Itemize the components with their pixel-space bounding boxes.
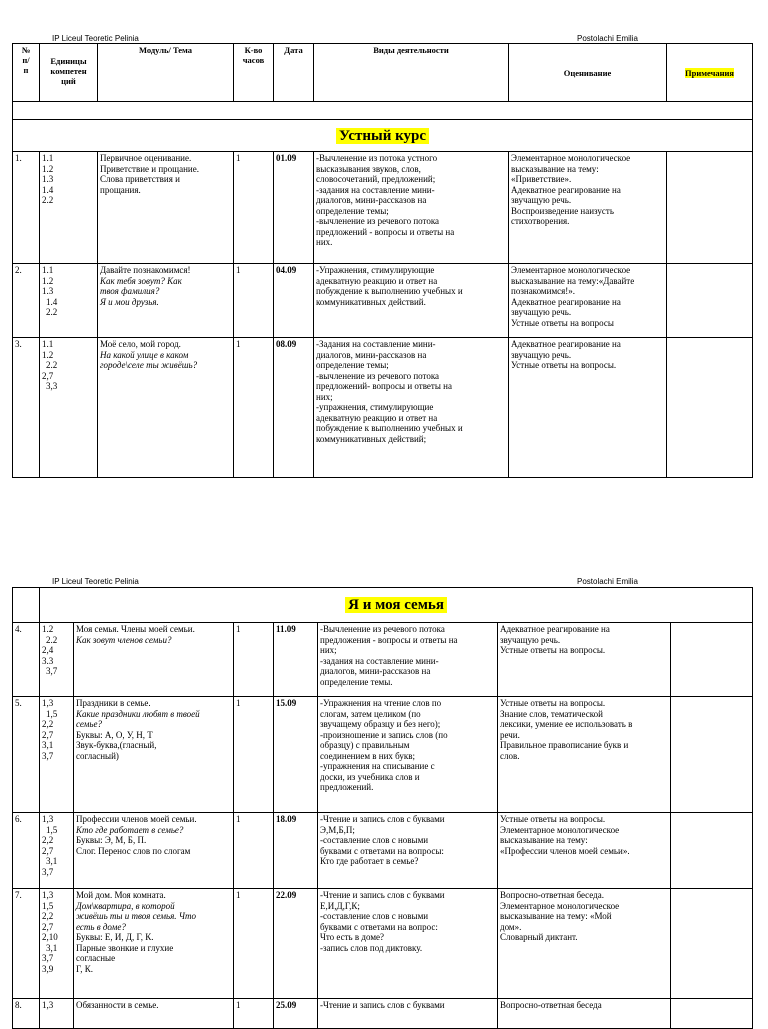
row-hours: 1 (234, 813, 274, 889)
row-hours: 1 (234, 338, 274, 478)
row-activities: -Упражнения, стимулирующие адекватную реакцию и ответ на побуждение к выполнению учебных и коммуникативных действий. (314, 264, 509, 338)
row-notes (671, 697, 753, 813)
row-num: 1. (13, 152, 40, 264)
row-date: 18.09 (274, 813, 318, 889)
row-hours: 1 (234, 697, 274, 813)
row-assessment: Устные ответы на вопросы. Элементарное монологическое высказывание на тему: «Профессии членов моей семьи». (498, 813, 671, 889)
row-topic: Первичное оценивание. Приветствие и прощание. Слова приветствия и прощания. (98, 152, 234, 264)
col-hours: К-во часов (234, 44, 274, 102)
section-title-row (40, 588, 753, 623)
page2-header-right: Postolachi Emilia (577, 577, 638, 586)
table-row (13, 623, 753, 697)
page2-header-left: IP Liceul Teoretic Pelinia (52, 577, 139, 586)
col-assessment: Оценивание (509, 44, 667, 102)
row-notes (671, 623, 753, 697)
col-units: Единицы компетен ций (40, 44, 98, 102)
row-assessment: Адекватное реагирование на звучащую речь. Устные ответы на вопросы. (509, 338, 667, 478)
spacer-row (13, 102, 753, 120)
section-title: Устный курс (336, 128, 429, 144)
col-notes: Примечания (667, 44, 753, 102)
row-topic: Праздники в семье. Какие праздники любят в твоей семье? Буквы: А, О, У, Н, Т Звук-буква,(гласный, согласный) (74, 697, 234, 813)
row-hours: 1 (234, 152, 274, 264)
table-row (13, 999, 753, 1029)
row-activities: -Вычленение из речевого потока предложения - вопросы и ответы на них; -задания на составление мини- диалогов, мини-рассказов на определение темы. (318, 623, 498, 697)
row-date: 22.09 (274, 889, 318, 999)
row-assessment: Элементарное монологическое высказывание на тему: «Приветствие». Адекватное реагирование на звучащую речь. Воспроизведение наизусть стихотворения. (509, 152, 667, 264)
row-codes: 1,3 (40, 999, 74, 1029)
row-codes: 1.1 1.2 1.3 1.4 2.2 (40, 152, 98, 264)
row-date: 08.09 (274, 338, 314, 478)
row-num: 5. (13, 697, 40, 813)
row-hours: 1 (234, 264, 274, 338)
row-num: 6. (13, 813, 40, 889)
table-row (13, 264, 753, 338)
row-num: 7. (13, 889, 40, 999)
table-row (13, 889, 753, 999)
page2-plan-table (12, 587, 753, 1029)
row-codes: 1,3 1,5 2,2 2,7 2,10 3,1 3,7 3,9 (40, 889, 74, 999)
row-assessment: Элементарное монологическое высказывание на тему:«Давайте познакомимся!». Адекватное реагирование на звучащую речь. Устные ответы на вопросы (509, 264, 667, 338)
row-assessment: Вопросно-ответная беседа (498, 999, 671, 1029)
row-codes: 1,3 1,5 2,2 2,7 3,1 3,7 (40, 813, 74, 889)
row-topic: Моё село, мой город. На какой улице в каком городе\селе ты живёшь? (98, 338, 234, 478)
row-notes (671, 813, 753, 889)
row-date: 04.09 (274, 264, 314, 338)
section-title: Я и моя семья (345, 597, 447, 613)
row-activities: -Вычленение из потока устного высказывания звуков, слов, словосочетаний, предложений; -задания на составление мини- диалогов, мини-рассказов на определение темы; -вычленение из речевого потока предложений - вопросы и ответы на них. (314, 152, 509, 264)
header-row (13, 44, 753, 102)
row-date: 25.09 (274, 999, 318, 1029)
row-num: 3. (13, 338, 40, 478)
col-num: № п/ п (13, 44, 40, 102)
row-notes (671, 999, 753, 1029)
row-date: 11.09 (274, 623, 318, 697)
row-assessment: Адекватное реагирование на звучащую речь. Устные ответы на вопросы. (498, 623, 671, 697)
col-activities: Виды деятельности (314, 44, 509, 102)
row-notes (667, 338, 753, 478)
row-topic: Профессии членов моей семьи. Кто где работает в семье? Буквы: Э, М, Б, П. Слог. Перенос слов по слогам (74, 813, 234, 889)
row-date: 15.09 (274, 697, 318, 813)
table-row (13, 338, 753, 478)
table-row (13, 813, 753, 889)
row-hours: 1 (234, 889, 274, 999)
col-module: Модуль/ Тема (98, 44, 234, 102)
row-date: 01.09 (274, 152, 314, 264)
row-num: 4. (13, 623, 40, 697)
row-codes: 1.2 2.2 2,4 3.3 3,7 (40, 623, 74, 697)
page1-plan-table (12, 43, 753, 478)
row-activities: -Упражнения на чтение слов по слогам, затем целиком (по звучащему образцу и без него); -произношение и запись слов (по образцу) с правильным соединением в них букв; -упражнения на списывание с доски, из учебника слов и предложений. (318, 697, 498, 813)
section-title-row (13, 120, 753, 152)
page1-header-left: IP Liceul Teoretic Pelinia (52, 34, 139, 43)
row-activities: -Задания на составление мини- диалогов, мини-рассказов на определение темы; -вычленение из речевого потока предложений- вопросы и ответы на них; -упражнения, стимулирующие адекватную реакцию и ответ на побуждение к выполнению учебных и коммуникативных действий; (314, 338, 509, 478)
row-codes: 1.1 1.2 1.3 1.4 2.2 (40, 264, 98, 338)
table-row (13, 697, 753, 813)
row-assessment: Вопросно-ответная беседа. Элементарное монологическое высказывание на тему: «Мой дом». Словарный диктант. (498, 889, 671, 999)
row-codes: 1.1 1.2 2.2 2,7 3,3 (40, 338, 98, 478)
row-num: 2. (13, 264, 40, 338)
section-num-cell (13, 588, 40, 623)
row-codes: 1,3 1,5 2,2 2,7 3,1 3,7 (40, 697, 74, 813)
row-notes (667, 152, 753, 264)
row-assessment: Устные ответы на вопросы. Знание слов, тематической лексики, умение ее использовать в речи. Правильное правописание букв и слов. (498, 697, 671, 813)
col-date: Дата (274, 44, 314, 102)
row-num: 8. (13, 999, 40, 1029)
page1-header-right: Postolachi Emilia (577, 34, 638, 43)
row-notes (667, 264, 753, 338)
row-activities: -Чтение и запись слов с буквами Э,М,Б,П; -составление слов с новыми буквами с ответами на вопросы: Кто где работает в семье? (318, 813, 498, 889)
row-topic: Моя семья. Члены моей семьи. Как зовут членов семьи? (74, 623, 234, 697)
row-activities: -Чтение и запись слов с буквами (318, 999, 498, 1029)
row-hours: 1 (234, 999, 274, 1029)
row-topic: Мой дом. Моя комната. Дом\квартира, в которой живёшь ты и твоя семья. Что есть в доме? Буквы: Е, И, Д, Г, К. Парные звонкие и глухие согласные Г, К. (74, 889, 234, 999)
row-activities: -Чтение и запись слов с буквами Е,И,Д,Г,К; -составление слов с новыми буквами с ответами на вопрос: Что есть в доме? -запись слов под диктовку. (318, 889, 498, 999)
row-notes (671, 889, 753, 999)
row-topic: Обязанности в семье. (74, 999, 234, 1029)
row-topic: Давайте познакомимся! Как тебя зовут? Как твоя фамилия? Я и мои друзья. (98, 264, 234, 338)
row-hours: 1 (234, 623, 274, 697)
table-row (13, 152, 753, 264)
